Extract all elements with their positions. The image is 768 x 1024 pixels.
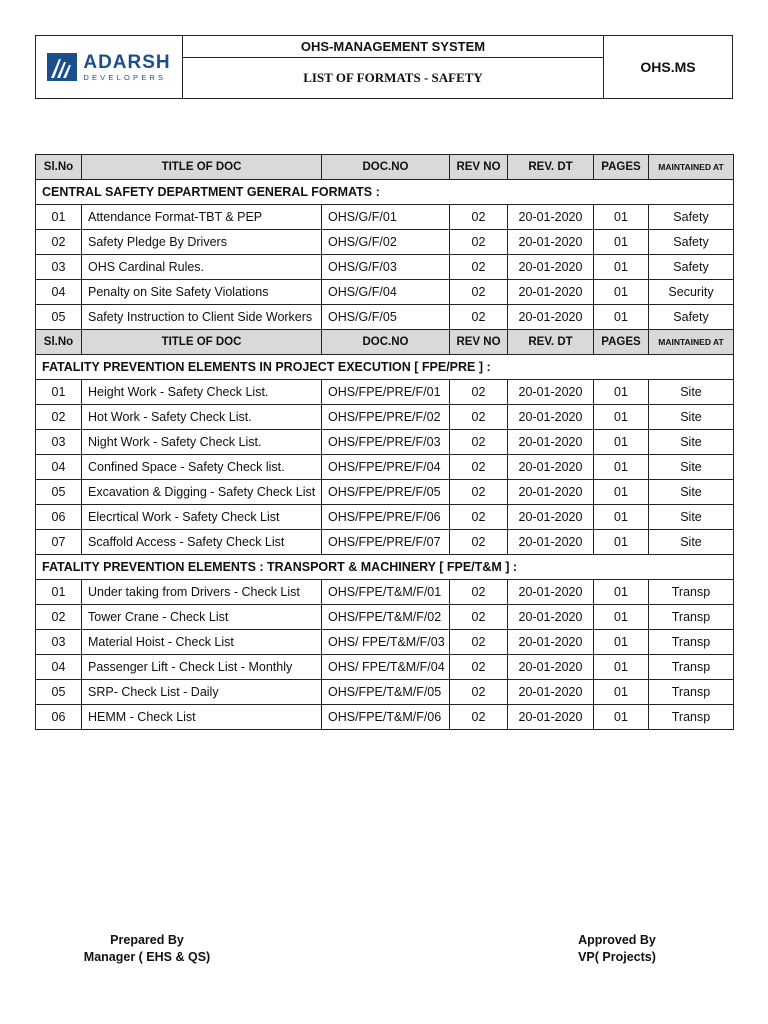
cell-doc-title: Material Hoist - Check List [82,630,322,655]
column-header: Sl.No [36,330,82,355]
cell-sl-no: 05 [36,680,82,705]
cell-maintained-at: Safety [649,230,734,255]
table-row [36,580,734,605]
cell-doc-no: OHS/FPE/PRE/F/01 [322,380,450,405]
cell-sl-no: 02 [36,605,82,630]
cell-maintained-at: Site [649,455,734,480]
document-title: LIST OF FORMATS - SAFETY [303,70,483,85]
cell-rev-no: 02 [450,530,508,555]
approved-by-role: VP( Projects) [578,950,656,964]
cell-rev-no: 02 [450,655,508,680]
cell-doc-no: OHS/G/F/02 [322,230,450,255]
cell-rev-no: 02 [450,405,508,430]
table-row [36,605,734,630]
company-subtitle: DEVELOPERS [83,72,167,82]
section-title: FATALITY PREVENTION ELEMENTS IN PROJECT EXECUTION [ FPE/PRE ] : [36,355,734,380]
cell-rev-date: 20-01-2020 [508,655,594,680]
table-row [36,505,734,530]
column-header: PAGES [594,155,649,180]
prepared-by-label: Prepared By [110,933,184,947]
column-header: PAGES [594,330,649,355]
cell-doc-no: OHS/G/F/04 [322,280,450,305]
column-header: REV NO [450,155,508,180]
cell-maintained-at: Safety [649,255,734,280]
cell-rev-date: 20-01-2020 [508,630,594,655]
cell-rev-no: 02 [450,380,508,405]
cell-rev-no: 02 [450,705,508,730]
cell-doc-no: OHS/FPE/T&M/F/01 [322,580,450,605]
cell-pages: 01 [594,705,649,730]
cell-pages: 01 [594,680,649,705]
cell-rev-no: 02 [450,630,508,655]
cell-sl-no: 04 [36,280,82,305]
cell-rev-date: 20-01-2020 [508,705,594,730]
approved-by-block [552,932,682,966]
cell-sl-no: 03 [36,430,82,455]
cell-sl-no: 01 [36,580,82,605]
company-logo [36,36,183,98]
table-row [36,205,734,230]
section-title: CENTRAL SAFETY DEPARTMENT GENERAL FORMATS : [36,180,734,205]
cell-pages: 01 [594,630,649,655]
cell-rev-no: 02 [450,455,508,480]
cell-rev-date: 20-01-2020 [508,505,594,530]
cell-doc-title: Safety Instruction to Client Side Workers [82,305,322,330]
cell-sl-no: 07 [36,530,82,555]
column-header: REV NO [450,330,508,355]
cell-sl-no: 02 [36,405,82,430]
cell-maintained-at: Transp [649,630,734,655]
cell-rev-date: 20-01-2020 [508,530,594,555]
cell-rev-no: 02 [450,305,508,330]
column-header-row [36,155,734,180]
cell-rev-date: 20-01-2020 [508,455,594,480]
cell-rev-date: 20-01-2020 [508,380,594,405]
cell-pages: 01 [594,380,649,405]
cell-maintained-at: Site [649,505,734,530]
table-row [36,630,734,655]
cell-rev-date: 20-01-2020 [508,480,594,505]
table-row [36,455,734,480]
cell-doc-title: Excavation & Digging - Safety Check List [82,480,322,505]
section-header-row [36,355,734,380]
cell-doc-no: OHS/ FPE/T&M/F/03 [322,630,450,655]
section-title: FATALITY PREVENTION ELEMENTS : TRANSPORT & MACHINERY [ FPE/T&M ] : [36,555,734,580]
table-row [36,305,734,330]
column-header: REV. DT [508,330,594,355]
cell-maintained-at: Transp [649,580,734,605]
cell-rev-no: 02 [450,230,508,255]
table-row [36,230,734,255]
cell-sl-no: 01 [36,205,82,230]
section-header-row [36,180,734,205]
cell-rev-no: 02 [450,605,508,630]
column-header: TITLE OF DOC [82,330,322,355]
table-row [36,530,734,555]
cell-doc-no: OHS/G/F/01 [322,205,450,230]
cell-doc-title: SRP- Check List - Daily [82,680,322,705]
column-header: MAINTAINED AT [649,330,734,355]
cell-maintained-at: Security [649,280,734,305]
cell-doc-title: Elecrtical Work - Safety Check List [82,505,322,530]
table-row [36,255,734,280]
cell-doc-title: Under taking from Drivers - Check List [82,580,322,605]
cell-rev-no: 02 [450,430,508,455]
cell-doc-no: OHS/FPE/T&M/F/06 [322,705,450,730]
cell-doc-title: Night Work - Safety Check List. [82,430,322,455]
cell-doc-no: OHS/FPE/PRE/F/05 [322,480,450,505]
cell-doc-no: OHS/FPE/PRE/F/04 [322,455,450,480]
cell-pages: 01 [594,455,649,480]
cell-doc-no: OHS/G/F/03 [322,255,450,280]
approved-by-label: Approved By [578,933,656,947]
column-header: Sl.No [36,155,82,180]
cell-pages: 01 [594,205,649,230]
cell-rev-no: 02 [450,480,508,505]
cell-sl-no: 03 [36,255,82,280]
cell-rev-date: 20-01-2020 [508,405,594,430]
cell-maintained-at: Transp [649,680,734,705]
cell-doc-no: OHS/FPE/PRE/F/02 [322,405,450,430]
cell-sl-no: 06 [36,505,82,530]
column-header: TITLE OF DOC [82,155,322,180]
cell-maintained-at: Site [649,430,734,455]
cell-doc-title: Hot Work - Safety Check List. [82,405,322,430]
cell-doc-title: HEMM - Check List [82,705,322,730]
cell-rev-date: 20-01-2020 [508,280,594,305]
cell-doc-title: Passenger Lift - Check List - Monthly [82,655,322,680]
cell-maintained-at: Site [649,380,734,405]
table-row [36,405,734,430]
cell-rev-date: 20-01-2020 [508,580,594,605]
table-row [36,380,734,405]
cell-doc-title: Safety Pledge By Drivers [82,230,322,255]
column-header: MAINTAINED AT [649,155,734,180]
cell-doc-no: OHS/FPE/PRE/F/06 [322,505,450,530]
cell-doc-no: OHS/FPE/PRE/F/07 [322,530,450,555]
cell-doc-title: Penalty on Site Safety Violations [82,280,322,305]
cell-rev-date: 20-01-2020 [508,605,594,630]
cell-sl-no: 04 [36,655,82,680]
cell-rev-date: 20-01-2020 [508,230,594,255]
cell-doc-no: OHS/FPE/T&M/F/05 [322,680,450,705]
cell-rev-date: 20-01-2020 [508,205,594,230]
table-row [36,280,734,305]
cell-maintained-at: Site [649,480,734,505]
system-title: OHS-MANAGEMENT SYSTEM [183,36,603,58]
cell-sl-no: 02 [36,230,82,255]
cell-doc-title: Height Work - Safety Check List. [82,380,322,405]
prepared-by-block [72,932,222,966]
adarsh-logo-icon [47,53,77,81]
cell-maintained-at: Transp [649,655,734,680]
cell-rev-date: 20-01-2020 [508,255,594,280]
cell-pages: 01 [594,580,649,605]
cell-doc-title: Scaffold Access - Safety Check List [82,530,322,555]
cell-doc-title: Attendance Format-TBT & PEP [82,205,322,230]
cell-maintained-at: Safety [649,305,734,330]
cell-rev-no: 02 [450,580,508,605]
cell-sl-no: 04 [36,455,82,480]
cell-doc-no: OHS/FPE/PRE/F/03 [322,430,450,455]
table-row [36,655,734,680]
cell-rev-no: 02 [450,505,508,530]
column-header: DOC.NO [322,330,450,355]
cell-pages: 01 [594,655,649,680]
cell-rev-date: 20-01-2020 [508,305,594,330]
cell-maintained-at: Site [649,530,734,555]
cell-pages: 01 [594,230,649,255]
cell-pages: 01 [594,305,649,330]
cell-pages: 01 [594,405,649,430]
column-header-row [36,330,734,355]
cell-rev-date: 20-01-2020 [508,430,594,455]
formats-table [35,154,734,730]
cell-sl-no: 06 [36,705,82,730]
table-row [36,705,734,730]
cell-sl-no: 03 [36,630,82,655]
cell-pages: 01 [594,505,649,530]
cell-rev-no: 02 [450,680,508,705]
cell-doc-no: OHS/G/F/05 [322,305,450,330]
cell-pages: 01 [594,480,649,505]
table-row [36,680,734,705]
cell-rev-no: 02 [450,255,508,280]
table-row [36,430,734,455]
cell-sl-no: 05 [36,480,82,505]
cell-doc-title: OHS Cardinal Rules. [82,255,322,280]
cell-pages: 01 [594,280,649,305]
cell-doc-no: OHS/FPE/T&M/F/02 [322,605,450,630]
cell-maintained-at: Transp [649,605,734,630]
company-name: ADARSH [83,51,171,73]
cell-sl-no: 05 [36,305,82,330]
cell-pages: 01 [594,605,649,630]
cell-maintained-at: Transp [649,705,734,730]
document-header [35,35,733,99]
cell-rev-no: 02 [450,280,508,305]
table-row [36,480,734,505]
column-header: DOC.NO [322,155,450,180]
column-header: REV. DT [508,155,594,180]
cell-rev-date: 20-01-2020 [508,680,594,705]
cell-doc-title: Tower Crane - Check List [82,605,322,630]
cell-doc-no: OHS/ FPE/T&M/F/04 [322,655,450,680]
cell-maintained-at: Site [649,405,734,430]
prepared-by-role: Manager ( EHS & QS) [83,950,211,964]
cell-doc-title: Confined Space - Safety Check list. [82,455,322,480]
cell-maintained-at: Safety [649,205,734,230]
cell-sl-no: 01 [36,380,82,405]
section-header-row [36,555,734,580]
cell-pages: 01 [594,430,649,455]
cell-pages: 01 [594,530,649,555]
cell-pages: 01 [594,255,649,280]
document-code: OHS.MS [640,59,696,75]
cell-rev-no: 02 [450,205,508,230]
